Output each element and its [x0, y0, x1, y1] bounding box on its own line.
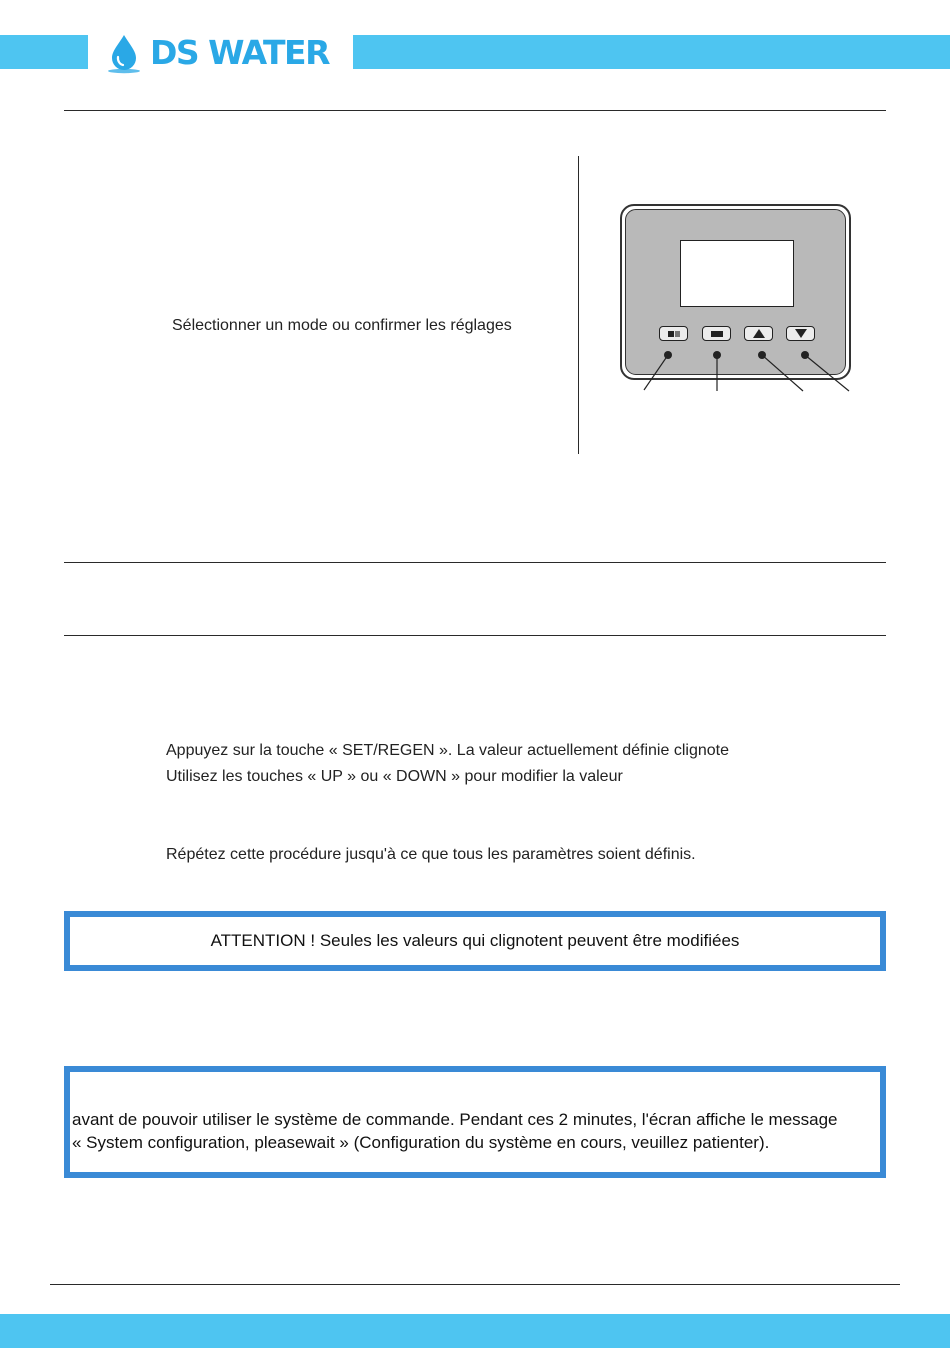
footer-divider: [50, 1284, 900, 1285]
procedure-step-1: Appuyez sur la touche « SET/REGEN ». La valeur actuellement définie clignote: [166, 742, 729, 759]
brand-name: DS WATER: [150, 33, 330, 72]
procedure-step-2: Utilisez les touches « UP » ou « DOWN » pour modifier la valeur: [166, 768, 623, 785]
button-callout-lines: [0, 0, 950, 420]
config-notice-line-2: « System configuration, pleasewait » (Configuration du système en cours, veuillez patienter).: [72, 1133, 770, 1152]
section-divider-middle-1: [64, 562, 886, 563]
attention-text: ATTENTION ! Seules les valeurs qui clignotent peuvent être modifiées: [210, 931, 740, 950]
system-configuration-box: [64, 1066, 886, 1178]
callout-line-down: [805, 355, 849, 391]
attention-box: [64, 911, 886, 971]
config-notice-line-1: avant de pouvoir utiliser le système de commande. Pendant ces 2 minutes, l'écran affiche le message: [72, 1110, 838, 1129]
select-mode-label: Sélectionner un mode ou confirmer les réglages: [172, 317, 512, 334]
callout-line-up: [762, 355, 803, 391]
callout-line-menu: [644, 355, 668, 390]
section-divider-middle-2: [64, 635, 886, 636]
procedure-step-3: Répétez cette procédure jusqu'à ce que tous les paramètres soient définis.: [166, 846, 696, 863]
footer-band: [0, 1314, 950, 1348]
